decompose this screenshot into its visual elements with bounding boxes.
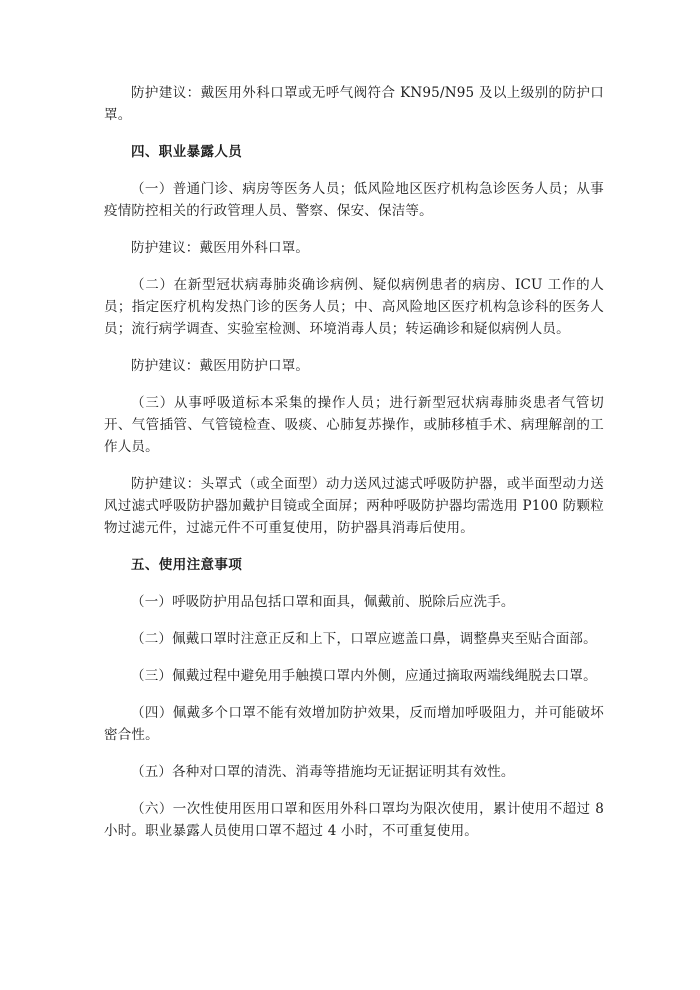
section-5-item-1: （一）呼吸防护用品包括口罩和面具，佩戴前、脱除后应洗手。 [131, 594, 515, 610]
section-5-item-6: （六）一次性使用医用口罩和医用外科口罩均为限次使用，累计使用不超过 8 小时。职业暴露人员使用口罩不超过 4 小时，不可重复使用。 [104, 801, 604, 839]
section-5-item-3: （三）佩戴过程中避免用手触摸口罩内外侧，应通过摘取两端线绳脱去口罩。 [131, 668, 597, 684]
section-4-heading: 四、职业暴露人员 [131, 144, 243, 160]
section-4-item-3-advice: 防护建议：头罩式（或全面型）动力送风过滤式呼吸防护器，或半面型动力送风过滤式呼吸防护器加戴护目镜或全面屏；两种呼吸防护器均需选用 P100 防颗粒物过滤元件，过滤元件不可重复使用，防护器具消毒后使用。 [104, 476, 604, 536]
section-4-item-1: （一）普通门诊、病房等医务人员；低风险地区医疗机构急诊医务人员；从事疫情防控相关的行政管理人员、警察、保安、保洁等。 [104, 181, 604, 219]
section-5-heading: 五、使用注意事项 [131, 557, 243, 573]
section-5-item-2: （二）佩戴口罩时注意正反和上下，口罩应遮盖口鼻，调整鼻夹至贴合面部。 [131, 631, 597, 647]
section-5-item-4: （四）佩戴多个口罩不能有效增加防护效果，反而增加呼吸阻力，并可能破坏密合性。 [104, 705, 604, 743]
section-4-item-2-advice: 防护建议：戴医用防护口罩。 [131, 358, 310, 374]
section-4-item-3: （三）从事呼吸道标本采集的操作人员；进行新型冠状病毒肺炎患者气管切开、气管插管、气管镜检查、吸痰、心肺复苏操作，或肺移植手术、病理解剖的工作人员。 [104, 395, 604, 455]
section-4-item-2: （二）在新型冠状病毒肺炎确诊病例、疑似病例患者的病房、ICU 工作的人员；指定医疗机构发热门诊的医务人员；中、高风险地区医疗机构急诊科的医务人员；流行病学调查、实验室检测、环境消毒人员；转运确诊和疑似病例人员。 [104, 277, 604, 337]
section-5-item-5: （五）各种对口罩的清洗、消毒等措施均无证据证明其有效性。 [131, 764, 515, 780]
previous-section-advice: 防护建议：戴医用外科口罩或无呼气阀符合 KN95/N95 及以上级别的防护口罩。 [104, 85, 604, 123]
section-4-item-1-advice: 防护建议：戴医用外科口罩。 [131, 240, 310, 256]
document-page [104, 82, 604, 857]
